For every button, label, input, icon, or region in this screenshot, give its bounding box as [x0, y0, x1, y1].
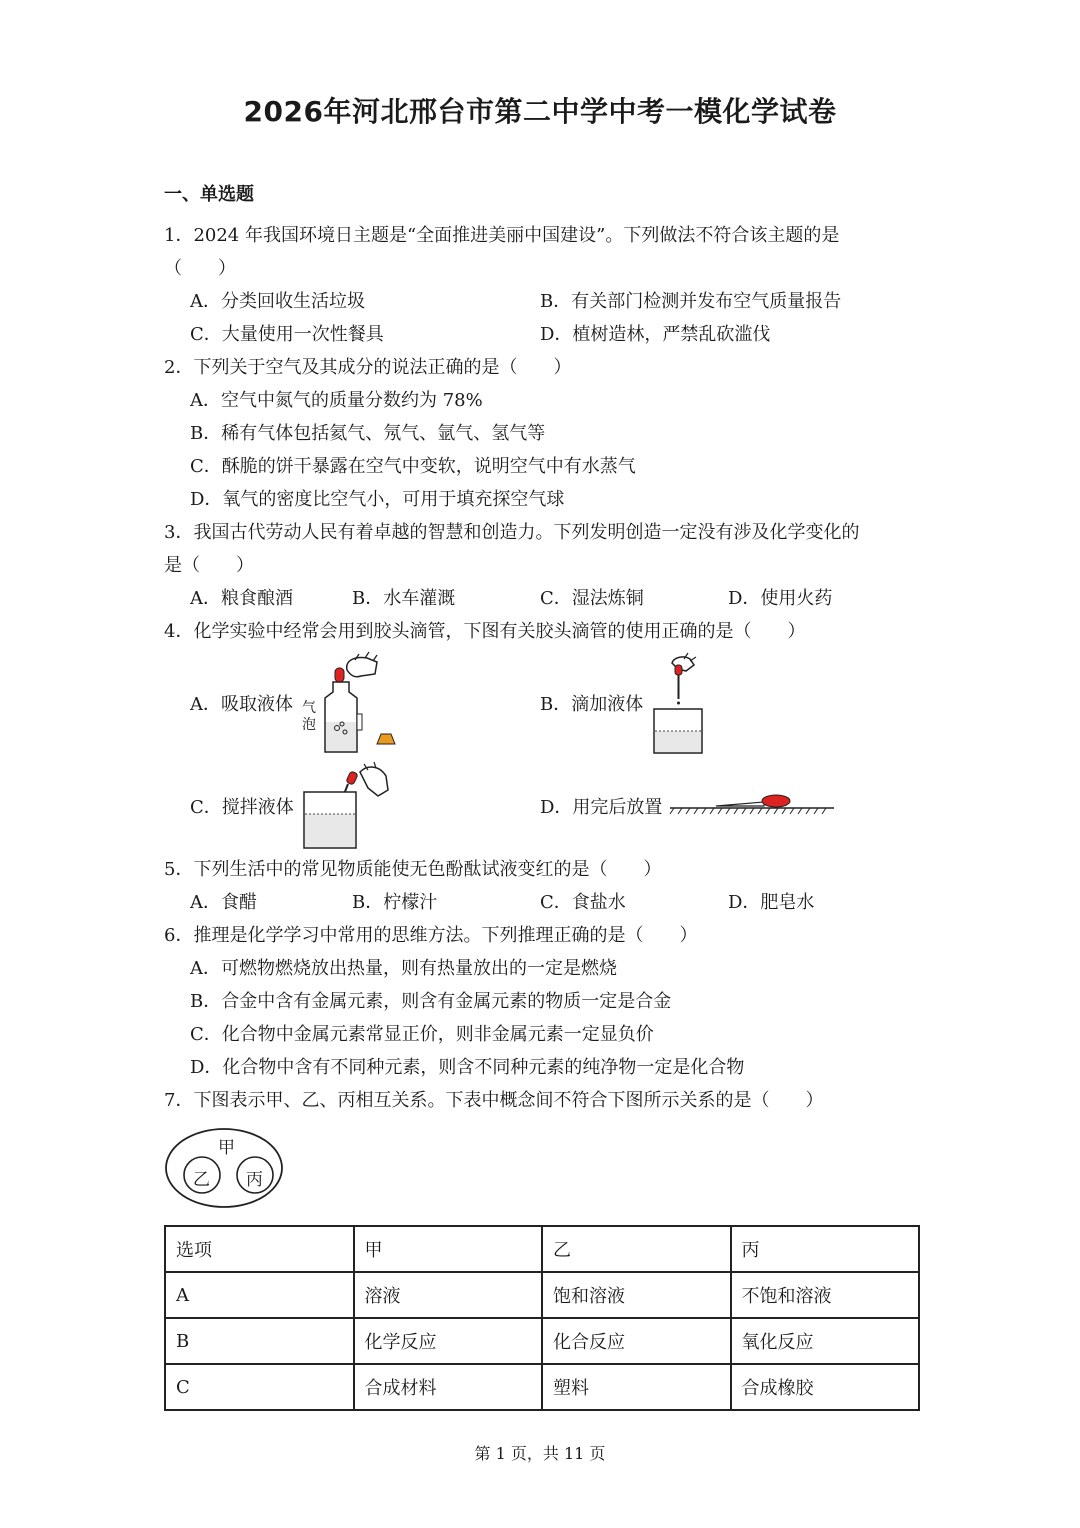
q1-option-b: B．有关部门检测并发布空气质量报告 — [540, 291, 842, 312]
diagram-label-bing: 丙 — [246, 1170, 263, 1190]
diagram-label-jia: 甲 — [218, 1138, 235, 1158]
table-header-cell: 选项 — [165, 1226, 354, 1272]
q4-option-d: D．用完后放置 — [540, 797, 663, 818]
q5-option-c: C．食盐水 — [540, 892, 626, 913]
q1-option-a: A．分类回收生活垃圾 — [190, 291, 365, 312]
dropper-stir-illustration — [298, 762, 393, 852]
section-heading: 一、单选题 — [164, 184, 254, 205]
q2-option-c: C．酥脆的饼干暴露在空气中变软，说明空气中有水蒸气 — [190, 456, 636, 477]
q6-option-a: A．可燃物燃烧放出热量，则有热量放出的一定是燃烧 — [190, 958, 617, 979]
q3-option-a: A．粮食酿酒 — [190, 588, 293, 609]
diagram-label-yi: 乙 — [193, 1170, 210, 1190]
table-cell: C — [165, 1364, 354, 1410]
table-cell: A — [165, 1272, 354, 1318]
page-footer: 第 1 页，共 11 页 — [474, 1444, 606, 1463]
question-1-paren: （ ） — [164, 258, 236, 279]
table-header-cell: 丙 — [731, 1226, 920, 1272]
table-header-row — [165, 1226, 919, 1272]
table-cell: 合成橡胶 — [731, 1364, 920, 1410]
table-cell: 不饱和溶液 — [731, 1272, 920, 1318]
table-row — [165, 1272, 919, 1318]
table-cell: 塑料 — [542, 1364, 731, 1410]
q1-option-d: D．植树造林，严禁乱砍滥伐 — [540, 324, 771, 345]
question-4-stem: 4．化学实验中经常会用到胶头滴管，下图有关胶头滴管的使用正确的是（ ） — [164, 621, 806, 642]
page-title: 2026年河北邢台市第二中学中考一模化学试卷 — [243, 95, 837, 128]
table-cell: 合成材料 — [354, 1364, 543, 1410]
table-cell: 化合反应 — [542, 1318, 731, 1364]
question-1-stem: 1．2024 年我国环境日主题是“全面推进美丽中国建设”。下列做法不符合该主题的是 — [164, 225, 840, 246]
dropper-dispense-illustration — [650, 655, 710, 755]
table-cell: 化学反应 — [354, 1318, 543, 1364]
q5-option-d: D．肥皂水 — [728, 892, 815, 913]
q6-option-b: B．合金中含有金属元素，则含有金属元素的物质一定是合金 — [190, 991, 672, 1012]
question-5-stem: 5．下列生活中的常见物质能使无色酚酞试液变红的是（ ） — [164, 859, 662, 880]
q6-option-c: C．化合物中金属元素常显正价，则非金属元素一定显负价 — [190, 1024, 654, 1045]
table-header-cell: 甲 — [354, 1226, 543, 1272]
q3-option-d: D．使用火药 — [728, 588, 833, 609]
table-cell: 饱和溶液 — [542, 1272, 731, 1318]
q5-option-b: B．柠檬汁 — [352, 892, 438, 913]
q4-option-b: B．滴加液体 — [540, 694, 644, 715]
table-header-cell: 乙 — [542, 1226, 731, 1272]
table-row — [165, 1318, 919, 1364]
q4-option-c: C．搅拌液体 — [190, 797, 294, 818]
table-cell: B — [165, 1318, 354, 1364]
dropper-on-table-illustration — [668, 790, 838, 820]
question-3-stem: 3．我国古代劳动人民有着卓越的智慧和创造力。下列发明创造一定没有涉及化学变化的 — [164, 522, 860, 543]
table-cell: 溶液 — [354, 1272, 543, 1318]
question-3-stem-cont: 是（ ） — [164, 555, 254, 576]
q4-option-a: A．吸取液体 — [190, 694, 293, 715]
q1-option-c: C．大量使用一次性餐具 — [190, 324, 384, 345]
q5-option-a: A．食醋 — [190, 892, 257, 913]
table-row — [165, 1364, 919, 1410]
q6-option-d: D．化合物中含有不同种元素，则含不同种元素的纯净物一定是化合物 — [190, 1057, 745, 1078]
q2-option-a: A．空气中氮气的质量分数约为 78% — [190, 390, 483, 411]
q3-option-c: C．湿法炼铜 — [540, 588, 644, 609]
bubble-label-1: 气 — [302, 700, 316, 716]
q3-option-b: B．水车灌溉 — [352, 588, 456, 609]
table-cell: 氧化反应 — [731, 1318, 920, 1364]
options-table — [164, 1225, 920, 1411]
q2-option-d: D．氧气的密度比空气小，可用于填充探空气球 — [190, 489, 565, 510]
question-6-stem: 6．推理是化学学习中常用的思维方法。下列推理正确的是（ ） — [164, 925, 698, 946]
question-2-stem: 2．下列关于空气及其成分的说法正确的是（ ） — [164, 357, 572, 378]
bubble-label-2: 泡 — [302, 717, 316, 733]
question-7-stem: 7．下图表示甲、乙、丙相互关系。下表中概念间不符合下图所示关系的是（ ） — [164, 1090, 824, 1111]
q2-option-b: B．稀有气体包括氦气、氖气、氩气、氢气等 — [190, 423, 546, 444]
